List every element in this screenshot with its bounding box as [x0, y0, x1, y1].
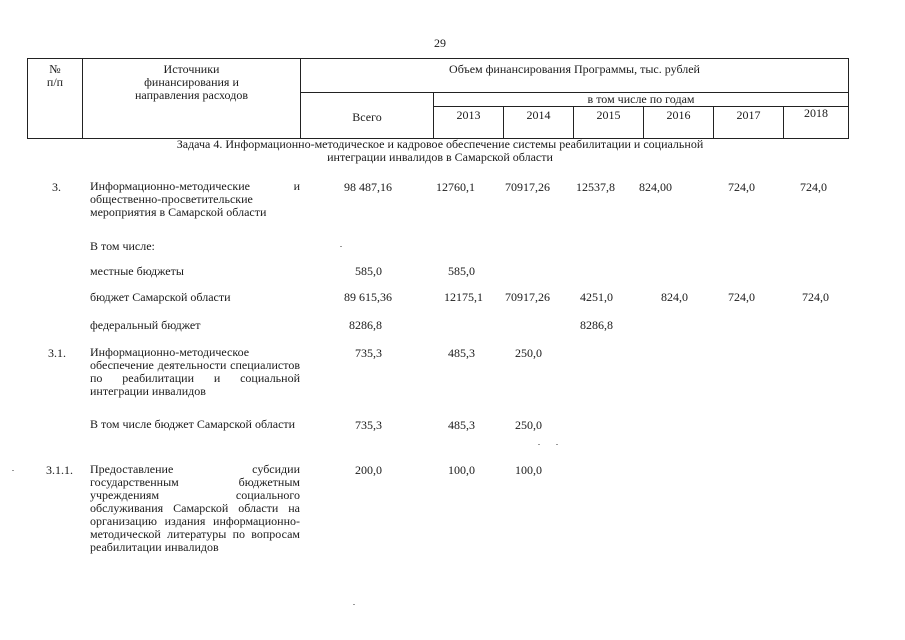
cell-2013: 485,3: [448, 346, 475, 360]
scan-speck: [556, 444, 558, 445]
header-by-years: в том числе по годам: [434, 93, 849, 107]
row-description: бюджет Самарской области: [90, 290, 231, 304]
row-description: В том числе:: [90, 239, 155, 253]
cell-total: 8286,8: [349, 318, 382, 332]
task-title: Задача 4. Информационно-методическое и кадровое обеспечение системы реабилитации и социальной интеграции инвалидов в Самарской области: [176, 137, 704, 164]
cell-2017: 724,0: [728, 290, 755, 304]
cell-2018: 724,0: [802, 290, 829, 304]
cell-total: 89 615,36: [344, 290, 392, 304]
row-num: 3.1.1.: [46, 463, 73, 477]
header-year-2014: 2014: [504, 107, 574, 139]
cell-2018: 724,0: [800, 180, 827, 194]
row-description: В том числе бюджет Самарской области: [90, 417, 296, 431]
cell-2014: 250,0: [515, 418, 542, 432]
page-number: 29: [434, 36, 446, 50]
cell-2013: 485,3: [448, 418, 475, 432]
cell-2013: 12175,1: [444, 290, 483, 304]
header-year-2018: 2018: [784, 107, 849, 139]
cell-2013: 100,0: [448, 463, 475, 477]
table-header: [27, 58, 849, 139]
header-year-2015: 2015: [574, 107, 644, 139]
cell-2015: 12537,8: [576, 180, 615, 194]
row-description: Информационно-методические и общественно-просветительские мероприятия в Самарской области: [90, 179, 300, 219]
cell-total: 200,0: [355, 463, 382, 477]
cell-2017: 724,0: [728, 180, 755, 194]
row-num: 3.1.: [48, 346, 66, 360]
scan-speck: [340, 246, 342, 247]
cell-total: 585,0: [355, 264, 382, 278]
header-volume: Объем финансирования Программы, тыс. рублей: [301, 59, 849, 93]
cell-total: 735,3: [355, 346, 382, 360]
cell-2014: 70917,26: [505, 290, 550, 304]
header-total: Всего: [301, 93, 434, 139]
row-description: местные бюджеты: [90, 264, 184, 278]
header-num: № п/п: [28, 59, 83, 139]
cell-total: 735,3: [355, 418, 382, 432]
cell-2013: 12760,1: [436, 180, 475, 194]
cell-2013: 585,0: [448, 264, 475, 278]
scan-speck: [353, 604, 355, 605]
scan-speck: [12, 470, 14, 471]
cell-2016: 824,00: [639, 180, 672, 194]
cell-2015: 4251,0: [580, 290, 613, 304]
cell-2016: 824,0: [661, 290, 688, 304]
row-num: 3.: [52, 180, 61, 194]
header-year-2016: 2016: [644, 107, 714, 139]
row-description: Предоставление субсидии государственным бюджетным учреждениям социального обслуживания Самарской области на организацию издания информационно-методической литературы по вопросам реабилитации инвалидов: [90, 462, 300, 554]
cell-2015: 8286,8: [580, 318, 613, 332]
cell-2014: 250,0: [515, 346, 542, 360]
row-description: Информационно-методическое обеспечение деятельности специалистов по реабилитации и социальной интеграции инвалидов: [90, 345, 300, 398]
header-sources: Источники финансирования и направления расходов: [83, 59, 301, 139]
cell-total: 98 487,16: [344, 180, 392, 194]
row-description: федеральный бюджет: [90, 318, 201, 332]
header-year-2017: 2017: [714, 107, 784, 139]
cell-2014: 70917,26: [505, 180, 550, 194]
scan-speck: [538, 444, 540, 445]
header-year-2013: 2013: [434, 107, 504, 139]
cell-2014: 100,0: [515, 463, 542, 477]
